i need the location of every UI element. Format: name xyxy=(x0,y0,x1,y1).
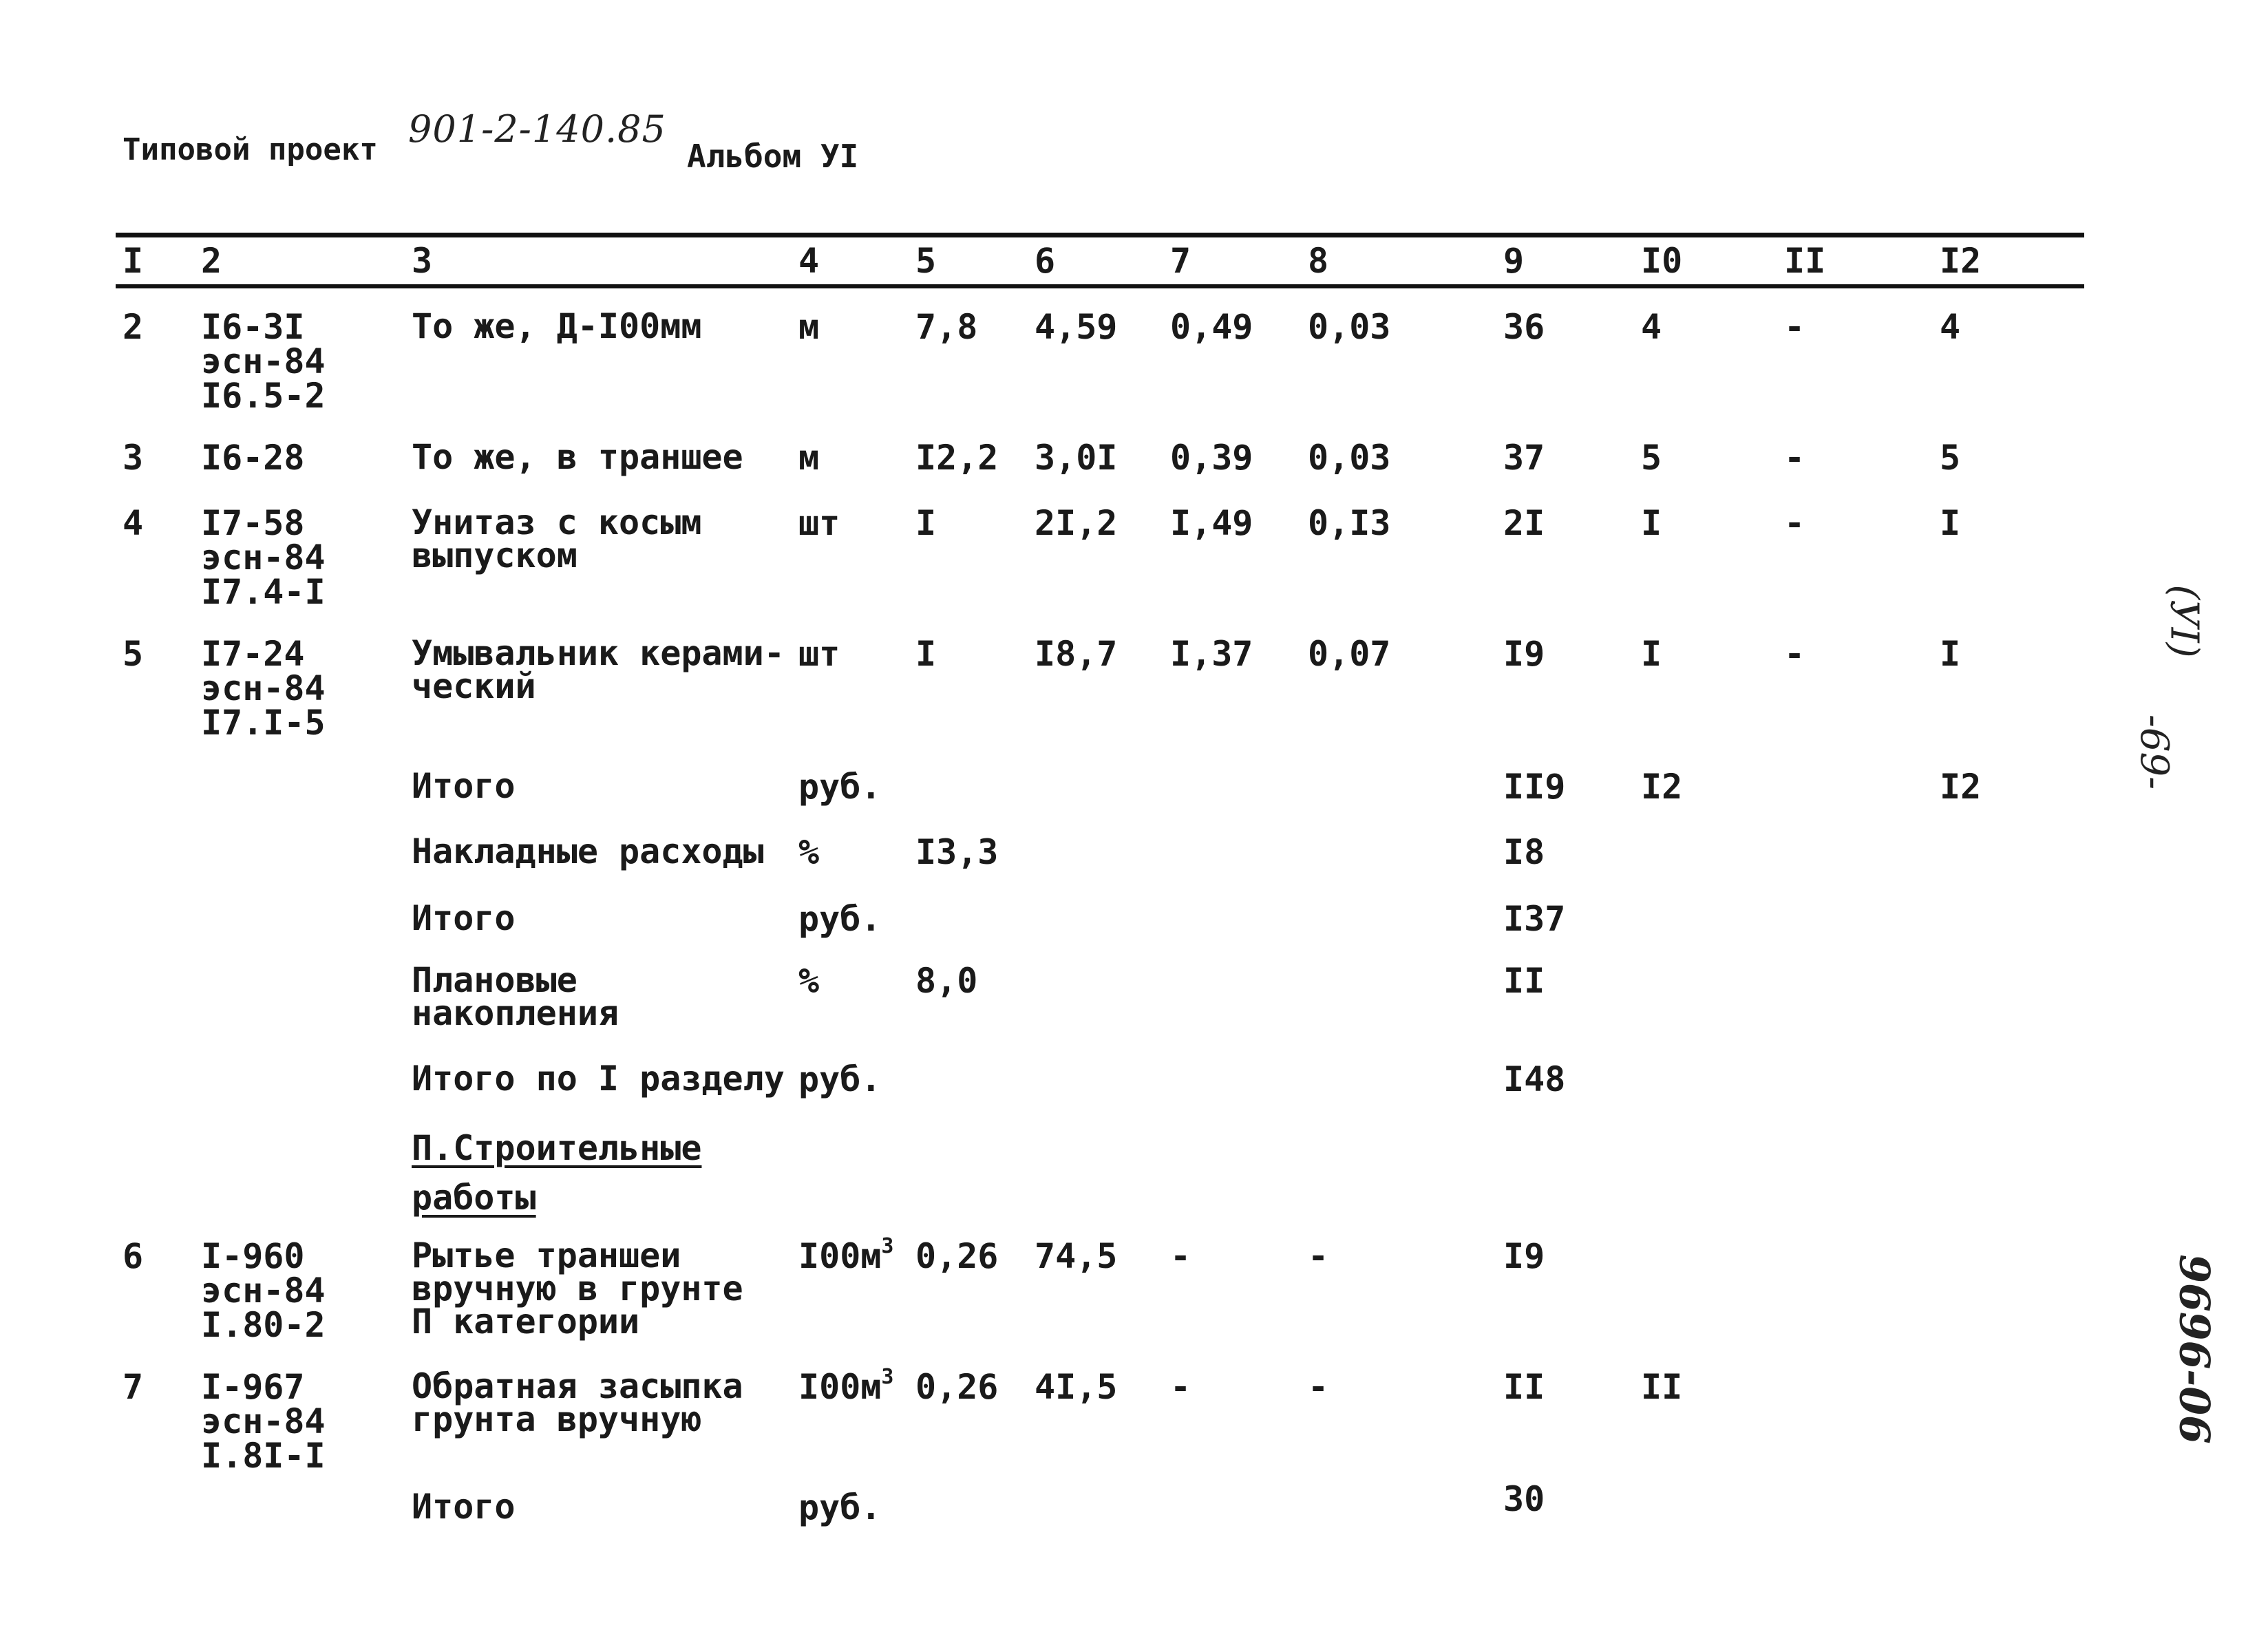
doc-type-label: Типовой проект xyxy=(123,132,378,167)
col-header-4: 4 xyxy=(798,241,820,281)
unit: $I00м^3$ xyxy=(798,1234,894,1276)
section-total-label: Итого по I разделу xyxy=(412,1059,785,1099)
total-cost: I48 xyxy=(1503,1059,1566,1099)
work-description: То же, Д-I00мм xyxy=(412,306,702,346)
col-7-value: 0,49 xyxy=(1170,307,1253,347)
unit-cost: 2I,2 xyxy=(1035,503,1118,543)
unit: % xyxy=(798,832,820,872)
table-header-rule xyxy=(116,284,2084,288)
quantity: 0,26 xyxy=(915,1236,999,1276)
unit-cost: I8,7 xyxy=(1035,634,1118,674)
sheet-code-margin: (УI) xyxy=(2161,584,2207,658)
norm-code: I-967 эсн-84 I.8I-I xyxy=(201,1367,326,1476)
item-number: 2 xyxy=(123,307,144,347)
col-10-value: I xyxy=(1641,634,1662,674)
col-12-value: I xyxy=(1940,503,1961,543)
work-description: Унитаз с косым выпуском xyxy=(412,502,702,575)
col-header-8: 8 xyxy=(1308,241,1329,281)
overhead-rate: I3,3 xyxy=(915,832,999,872)
col-7-value: 0,39 xyxy=(1170,438,1253,478)
col-11-value: - xyxy=(1784,634,1805,674)
work-description: Умывальник керами- ческий xyxy=(412,633,785,706)
col-header-5: 5 xyxy=(915,241,937,281)
total-cost: 37 xyxy=(1503,438,1545,478)
col-11-value: - xyxy=(1784,503,1805,543)
norm-code: I6-28 xyxy=(201,438,305,478)
col-10-value: 4 xyxy=(1641,307,1662,347)
overhead-label: Накладные расходы xyxy=(412,831,764,871)
unit-cost: 74,5 xyxy=(1035,1236,1118,1276)
col-header-11: II xyxy=(1784,241,1826,281)
col-8-value: 0,03 xyxy=(1308,307,1391,347)
unit-cost: 4I,5 xyxy=(1035,1367,1118,1407)
unit: руб. xyxy=(798,767,882,807)
unit: м xyxy=(798,307,820,347)
page-number-margin: -69- xyxy=(2132,714,2177,790)
col-11-value: - xyxy=(1784,438,1805,478)
col-header-1: I xyxy=(123,241,144,281)
quantity: I xyxy=(915,503,937,543)
col-8-value: 0,07 xyxy=(1308,634,1391,674)
col-12-value: 4 xyxy=(1940,307,1961,347)
norm-code: I-960 эсн-84 I.80-2 xyxy=(201,1236,326,1345)
col-8-value: - xyxy=(1308,1367,1329,1407)
unit: руб. xyxy=(798,1059,882,1099)
col-12-value: 5 xyxy=(1940,438,1961,478)
total-cost: II xyxy=(1503,1367,1545,1407)
col-7-value: I,37 xyxy=(1170,634,1253,674)
total-cost: II xyxy=(1503,961,1545,1001)
unit: $I00м^3$ xyxy=(798,1365,894,1407)
total-cost: I8 xyxy=(1503,832,1545,872)
total-cost: 36 xyxy=(1503,307,1545,347)
col-10-value: 5 xyxy=(1641,438,1662,478)
unit: м xyxy=(798,438,820,478)
unit-superscript: 3 xyxy=(881,1234,894,1258)
col-7-value: - xyxy=(1170,1367,1191,1407)
norm-code: I6-3I эсн-84 I6.5-2 xyxy=(201,307,326,416)
col-10-value: I2 xyxy=(1641,767,1683,807)
project-number-handwritten: 901-2-140.85 xyxy=(408,107,666,151)
unit: шт xyxy=(798,503,840,543)
col-8-value: 0,I3 xyxy=(1308,503,1391,543)
planned-savings-label: Плановые накопления xyxy=(412,960,619,1033)
col-8-value: - xyxy=(1308,1236,1329,1276)
item-number: 5 xyxy=(123,634,144,674)
col-10-value: I xyxy=(1641,503,1662,543)
item-number: 6 xyxy=(123,1236,144,1276)
col-11-value: - xyxy=(1784,307,1805,347)
quantity: I xyxy=(915,634,937,674)
quantity: I2,2 xyxy=(915,438,999,478)
total-cost: I9 xyxy=(1503,634,1545,674)
quantity: 7,8 xyxy=(915,307,978,347)
col-12-value: I xyxy=(1940,634,1961,674)
col-12-value: I2 xyxy=(1940,767,1982,807)
col-header-3: 3 xyxy=(412,241,433,281)
item-number: 7 xyxy=(123,1367,144,1407)
unit: руб. xyxy=(798,1487,882,1527)
item-number: 3 xyxy=(123,438,144,478)
total-cost: II9 xyxy=(1503,767,1566,807)
work-description: То же, в траншее xyxy=(412,437,743,477)
section-heading: П.Строительные работы xyxy=(412,1128,702,1218)
album-label: Альбом УI xyxy=(687,138,859,175)
total-cost: 30 xyxy=(1503,1479,1545,1519)
norm-code: I7-24 эсн-84 I7.I-5 xyxy=(201,634,326,743)
col-header-2: 2 xyxy=(201,241,222,281)
unit-cost: 3,0I xyxy=(1035,438,1118,478)
quantity: 0,26 xyxy=(915,1367,999,1407)
unit-superscript: 3 xyxy=(881,1365,894,1389)
unit: % xyxy=(798,961,820,1001)
col-7-value: - xyxy=(1170,1236,1191,1276)
total-cost: 2I xyxy=(1503,503,1545,543)
col-7-value: I,49 xyxy=(1170,503,1253,543)
column-number-header xyxy=(0,241,2268,282)
planned-savings-rate: 8,0 xyxy=(915,961,978,1001)
total-cost: I9 xyxy=(1503,1236,1545,1276)
col-header-6: 6 xyxy=(1035,241,1056,281)
col-header-9: 9 xyxy=(1503,241,1525,281)
unit: шт xyxy=(798,634,840,674)
work-description: Рытье траншеи вручную в грунте П категории xyxy=(412,1236,743,1342)
norm-code: I7-58 эсн-84 I7.4-I xyxy=(201,503,326,612)
archive-code-handwritten: 9696-06 xyxy=(2170,1254,2218,1444)
unit: руб. xyxy=(798,899,882,939)
col-8-value: 0,03 xyxy=(1308,438,1391,478)
col-10-value: II xyxy=(1641,1367,1683,1407)
item-number: 4 xyxy=(123,503,144,543)
table-top-rule xyxy=(116,233,2084,237)
subtotal-label: Итого xyxy=(412,898,516,938)
total-cost: I37 xyxy=(1503,899,1566,939)
col-header-7: 7 xyxy=(1170,241,1191,281)
col-header-12: I2 xyxy=(1940,241,1982,281)
subtotal-label: Итого xyxy=(412,1487,516,1527)
work-description: Обратная засыпка грунта вручную xyxy=(412,1366,743,1439)
unit-cost: 4,59 xyxy=(1035,307,1118,347)
col-header-10: I0 xyxy=(1641,241,1683,281)
subtotal-label: Итого xyxy=(412,766,516,806)
